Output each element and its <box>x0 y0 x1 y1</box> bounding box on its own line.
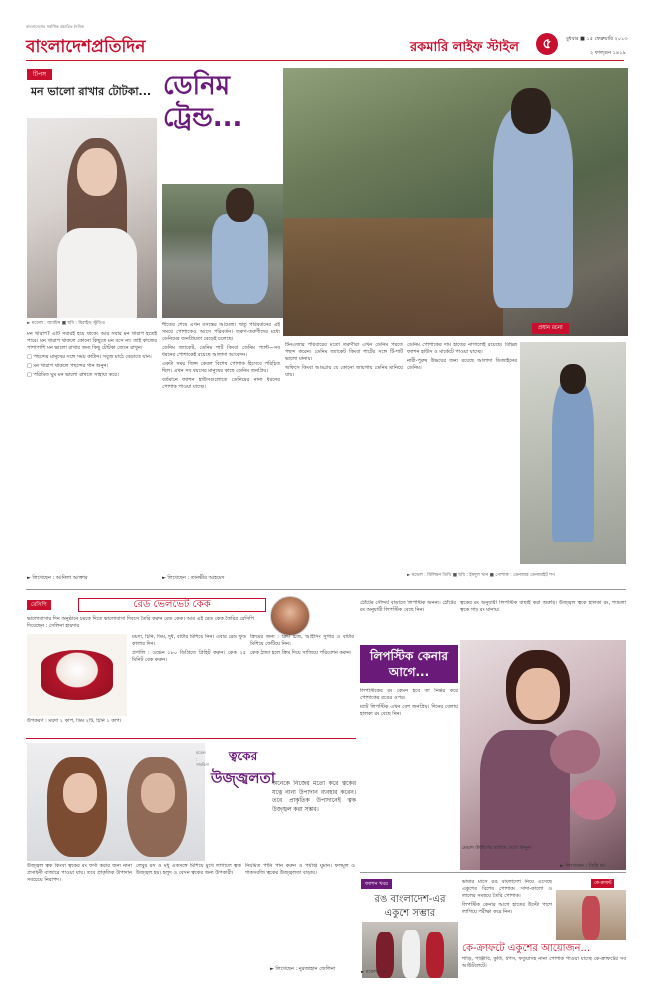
recipe-paragraph: প্রণালি : ওভেন ১৮০ ডিগ্রিতে প্রিহিট করুন। কেক ২৫ মিনিট বেক করুন। <box>132 650 246 663</box>
recipe-divider <box>26 738 356 739</box>
lipstick-paragraph: লিপস্টিক কেনার আগে হাতের উল্টো পাশে লাগিয়ে পরীক্ষা করে নিন। <box>462 902 552 915</box>
denim-paragraph: বর্তমানে ফ্যাশন হাউসগুলোতে ডেনিমের নানা ধরনের পোশাক পাওয়া যাচ্ছে। <box>162 377 280 390</box>
tips-paragraph: □ পরিমিত ঘুম মন ভালো রাখতে সাহায্য করে। <box>27 372 119 378</box>
kecraft-photo <box>556 890 626 940</box>
skin-photo-caption: মডেল : সাবরিনা <box>196 750 209 767</box>
skin-title-line-2: উজ্জ্বলতা <box>210 769 276 787</box>
tips-paragraph: □ পছন্দের মানুষের সঙ্গে সময় কাটান। সবুজ মাঠে বেড়াতে যান। <box>27 354 152 360</box>
recipe-intro: ভালোবাসার দিন অনুষ্ঠানে চমকে দিতে ভালোবাসা দিবসে তৈরি করুন রেড কেক। আর এই রেড কেক তৈরির রেসিপি দিয়েছেন : সেলিনা হায়দার <box>27 616 254 629</box>
lipstick-paragraph: ম্যাট লিপস্টিক এখন বেশ জনপ্রিয়। দিনের বেলায় হালকা রং বেছে নিন। <box>360 704 458 717</box>
skin-title-line-1: ত্বকের <box>228 749 258 763</box>
header-rule <box>26 60 624 61</box>
brand-logo <box>26 34 146 57</box>
lipstick-paragraph: ঠোঁটের সৌন্দর্য বাড়াতে লিপস্টিক অনন্য। ঠোঁটের রং অনুযায়ী লিপস্টিক বেছে নিন। <box>360 600 456 613</box>
denim-title-box <box>163 70 281 182</box>
denim-paragraph: অফিসে কিংবা আড্ডায় যে কোনো জায়গায় ডেনিম মানিয়ে যায়। <box>285 365 403 378</box>
recipe-title: রেড ভেলভেট কেক <box>78 598 266 612</box>
denim-body-column-2 <box>285 342 403 585</box>
skin-byline: ► লিখেছেন : নুরজাহান জেলিনা <box>270 966 336 972</box>
lipstick-extra <box>462 845 550 859</box>
skin-paragraph: উজ্জ্বল ত্বক কিংবা ত্বকের রং ফর্সা করার জন্য নানা প্রসাধনী বাজারে পাওয়া যায়। তবে প্রাকৃতিক উপাদান সবচেয়ে নিরাপদ। <box>27 863 132 883</box>
kecraft-title: কে-ক্রাফটে একুশের আয়োজন... <box>462 943 591 954</box>
recipe-paragraph: উপকরণ : ময়দা ২ কাপ, ডিম ২টি, চিনি ১ কাপ। <box>27 718 122 724</box>
recipe-tag: রেসিপি <box>27 600 51 610</box>
denim-photo-main <box>283 68 628 336</box>
lipstick-intro-left <box>360 600 456 640</box>
skin-paragraph: লেবুর রস ও মধু একসঙ্গে মিশিয়ে মুখে লাগালে ত্বক উজ্জ্বল হয়। হলুদ ও বেসন ত্বকের জন্য উপকারী। <box>136 863 241 876</box>
kecraft-paragraph: শাড়ি, পাঞ্জাবি, কুর্তি, টপস, ফতুয়াসহ নানা পোশাক পাওয়া যাচ্ছে কে-ক্রাফটের সব আউটলেটে। <box>462 956 626 969</box>
news-tag: ফ্যাশন খবর <box>361 879 392 889</box>
denim-paragraph: শীতের শেষে এখন বসন্তের আমেজ। ঋতু পরিবর্তনের এই সময়ে পোশাকেও আসে পরিবর্তন। তরুণ-তরুণীদের মধ্যে ডেনিমের জনপ্রিয়তা বেড়েই চলেছে। <box>162 322 280 342</box>
skin-column-3 <box>245 863 355 978</box>
skin-column-1 <box>27 863 132 978</box>
section-title: রকমারি লাইফ স্টাইল <box>410 40 519 55</box>
denim-body-column-1 <box>162 322 280 585</box>
chef-photo <box>270 596 310 636</box>
recipe-column-2 <box>132 634 246 736</box>
lipstick-paragraph: লিপস্টিকের রং কেমন হবে তা নির্ভর করে পোশাকের রঙের ওপর। <box>360 688 458 701</box>
denim-paragraph: নারী-পুরুষ উভয়ের জন্য রয়েছে আলাদা ডিজাইনের ডেনিম। <box>407 358 517 371</box>
denim-paragraph: ডেনিম পোশাকের দাম হাতের নাগালেই রয়েছে। বিভিন্ন ফ্যাশন হাউস ও মার্কেটে পাওয়া যাচ্ছে। <box>407 342 517 355</box>
news-title: রঙ বাংলাদেশ-এর একুশে সম্ভার <box>374 894 446 919</box>
date-line-2: ২ ফাল্গুন ১৪১৯ <box>590 50 626 56</box>
lipstick-paragraph: ত্বকের রং অনুযায়ী লিপস্টিক বাছাই করা জরুরি। উজ্জ্বল ত্বকে হালকা রং, শ্যামলা ত্বকে গাঢ় রং মানায়। <box>460 600 626 613</box>
denim-body-column-3 <box>407 342 517 585</box>
lipstick-title: লিপস্টিক কেনার আগে... <box>370 649 448 679</box>
page-header <box>0 0 650 62</box>
tips-paragraph: □ মন খারাপ থাকলে পছন্দের গান শুনুন। <box>27 363 109 369</box>
page-number-badge: ৫ <box>536 33 558 55</box>
cake-photo <box>27 634 127 716</box>
news-paragraph: ভাষার মাসে রঙ বাংলাদেশ নিয়ে এসেছে একুশের বিশেষ পোশাক। সাদা-কালো ও লালের সমন্বয়ে তৈরি পোশাক। <box>462 879 552 899</box>
tips-paragraph: মন খারাপ? এটি সবারই হয়ে থাকে। আর সবার মন খারাপ হতেই পারে। মন খারাপ থাকলে কোনো কিছুতে মন বসে না। তাই কাজের পাশাপাশি মন ভালো রাখার জন্য কিছু টোটকা জেনে রাখুন। <box>27 331 157 351</box>
denim-byline: ► লিখেছেন : তানভীর আহমেদ <box>162 575 225 581</box>
denim-title-line-2: ট্রেন্ড... <box>163 103 243 133</box>
lipstick-byline: ► লিখেছেন : তিন্নি ঝা <box>560 863 606 869</box>
skin-paragraph: নিয়মিত পানি পান করুন ও পর্যাপ্ত ঘুমান। ফলমূল ও শাকসবজি ত্বকের উজ্জ্বলতা বাড়ায়। <box>245 863 355 876</box>
tips-photo-caption: ► মডেল : জ্যামিন ■ ছবি : মিরাইড স্টুডিও <box>27 321 106 326</box>
skin-photo <box>27 743 209 861</box>
tips-byline: ► লিখেছেন : আনিলা আক্তার <box>27 575 88 581</box>
denim-title <box>163 70 281 134</box>
lipstick-divider <box>360 872 626 873</box>
lipstick-photo <box>460 640 626 870</box>
section-divider <box>26 589 626 590</box>
news-byline: ► মডেল : মম <box>361 970 387 975</box>
tips-photo <box>27 118 157 318</box>
brand-part-2: প্রতিদিন <box>91 37 146 57</box>
recipe-paragraph: ক্রিমের জন্য : ক্রিম চিজ, আইসিং সুগার ও বাটার মিশিয়ে ফেটিয়ে নিন। <box>250 634 354 647</box>
denim-photo-credit: ► মডেল : মিলিয়ন তিথি ■ ছবি : ইমদুল খান ■ পোশাক : ডেনজার ডেনামাইট শপ <box>407 573 555 578</box>
skin-column-2 <box>136 863 241 978</box>
brand-tagline: বাংলাদেশের সর্বাধিক প্রচারিত দৈনিক <box>26 24 84 29</box>
news-body <box>462 879 552 939</box>
denim-paragraph: একটা সময় জিন্স কেবল বিশেষ পোশাক হিসেবে পরিচিত ছিল। এখন সব বয়সের মানুষের কাছে ডেনিম জনপ্রিয়। <box>162 361 280 374</box>
tips-title: মন ভালো রাখার টোটকা... <box>30 85 152 98</box>
lipstick-column-1 <box>360 688 458 858</box>
lipstick-paragraph: মেয়াদ উত্তীর্ণের তারিখ দেখে কিনুন। <box>462 845 533 851</box>
recipe-paragraph: কেক ঠান্ডা হলে ক্রিম দিয়ে সাজিয়ে পরিবেশন করুন। <box>250 650 352 656</box>
recipe-column-1 <box>27 718 127 736</box>
date-line-1: বুধবার ■ ১৫ ফেব্রুয়ারি ২০১৩ <box>566 36 628 42</box>
denim-paragraph: ডেনিম জ্যাকেট, ডেনিম শার্ট কিংবা ডেনিম প্যান্ট—সব ধরনের পোশাকেই রয়েছে আলাদা আবেদন। <box>162 345 280 358</box>
tips-tag: টিপস <box>27 69 52 80</box>
denim-paragraph: টিনএজার পরিবারের মতো তরুণীরা এখন ডেনিম পরতে পছন্দ করেন। ডেনিম জ্যাকেট কিংবা শার্টের সঙ্গে টি-শার্ট ভালো মানায়। <box>285 342 403 362</box>
lipstick-intro-right <box>460 600 626 640</box>
kecraft-body <box>462 956 626 980</box>
kecraft-tag: কে-ক্রাফট <box>591 879 614 888</box>
recipe-paragraph: ময়দা, চিনি, ডিম, দুধ, বাটার মিশিয়ে নিন। এবার রেড ফুড কালার দিন। <box>132 634 246 647</box>
recipe-column-3 <box>250 634 354 736</box>
brand-part-1: বাংলাদেশ <box>26 37 92 57</box>
denim-photo-side <box>520 342 626 564</box>
skin-lead: অনেকে নিজের মতো করে ত্বকের যত্নে নানা উপাদান ব্যবহার করেন। তবে প্রাকৃতিক উপাদানেই ত্বক উজ্জ্বল করা সম্ভব। <box>272 780 356 813</box>
lead-story-tag: প্রধান রচনা <box>532 323 569 334</box>
tips-body-column <box>27 331 157 583</box>
denim-title-line-1: ডেনিম <box>163 71 231 101</box>
